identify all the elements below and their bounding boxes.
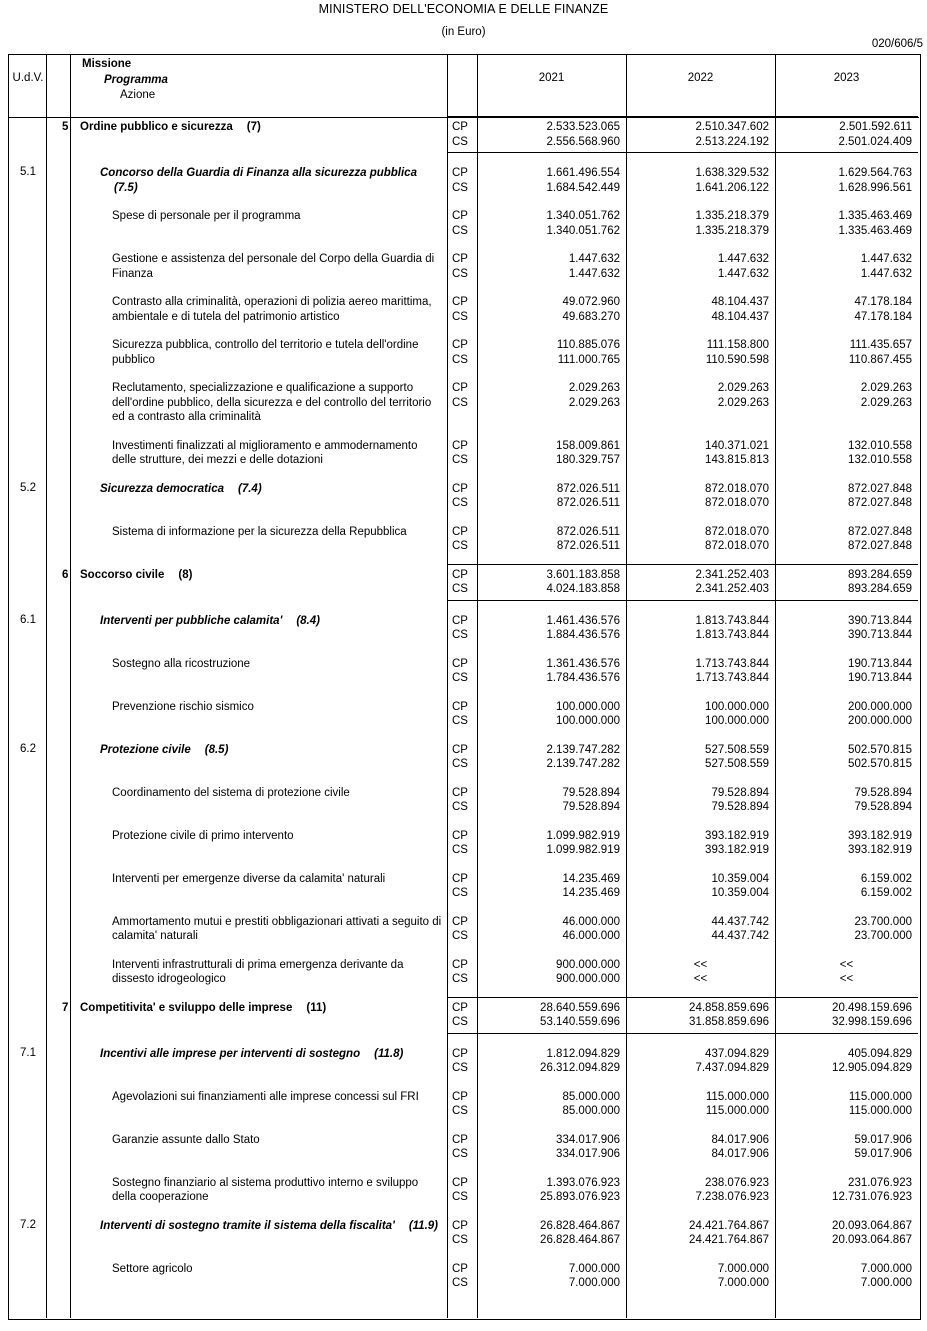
row-label: 6 Soccorso civile (8): [62, 568, 193, 581]
row-values-2023: 111.435.657 110.867.455: [848, 339, 912, 366]
row-cp-cs-labels: CP CS: [452, 568, 468, 595]
row-values-2023: 893.284.659 893.284.659: [848, 568, 912, 595]
mission-separator-rule: [447, 997, 918, 998]
page-title: MINISTERO DELL'ECONOMIA E DELLE FINANZE: [318, 2, 609, 16]
row-values-2023: 393.182.919 393.182.919: [848, 829, 912, 856]
row-values-2021: 1.361.436.576 1.784.436.576: [546, 657, 620, 684]
row-values-2022: 48.104.437 48.104.437: [711, 296, 769, 323]
row-values-2022: 1.447.632 1.447.632: [717, 253, 769, 280]
row-cp-cs-labels: CP CS: [452, 1090, 468, 1117]
row-label: Protezione civile di primo intervento: [112, 829, 294, 842]
row-values-2023: 47.178.184 47.178.184: [854, 296, 912, 323]
row-cp-cs-labels: CP CS: [452, 1176, 468, 1203]
row-udv-code: 6.2: [20, 742, 36, 755]
row-values-2022: 872.018.070 872.018.070: [705, 482, 769, 509]
row-cp-cs-labels: CP CS: [452, 482, 468, 509]
row-cp-cs-labels: CP CS: [452, 657, 468, 684]
row-values-2021: 1.340.051.762 1.340.051.762: [546, 210, 620, 237]
row-values-2023: 79.528.894 79.528.894: [854, 786, 912, 813]
row-values-2022: 2.341.252.403 2.341.252.403: [695, 568, 769, 595]
row-label: Sistema di informazione per la sicurezza della Repubblica: [112, 525, 407, 538]
row-cp-cs-labels: CP CS: [452, 958, 468, 985]
mission-separator-rule: [447, 600, 918, 601]
row-udv-code: 5.1: [20, 166, 36, 178]
row-values-2021: 2.139.747.282 2.139.747.282: [546, 743, 620, 770]
row-values-2021: 7.000.000 7.000.000: [568, 1262, 620, 1289]
row-code: (7): [246, 121, 261, 133]
column-header-udv: U.d.V.: [12, 72, 44, 84]
column-header-missione: Missione: [82, 58, 132, 70]
table-header-rule: [8, 117, 919, 118]
row-values-2021: 1.447.632 1.447.632: [568, 253, 620, 280]
row-values-2021: 1.661.496.554 1.684.542.449: [546, 167, 620, 194]
row-values-2021: 85.000.000 85.000.000: [562, 1090, 620, 1117]
row-cp-cs-labels: CP CS: [452, 253, 468, 280]
mission-separator-rule: [447, 1033, 918, 1034]
mission-separator-rule: [447, 116, 918, 117]
row-cp-cs-labels: CP CS: [452, 872, 468, 899]
row-values-2023: 231.076.923 12.731.076.923: [832, 1176, 912, 1203]
row-values-2023: 2.029.263 2.029.263: [860, 382, 912, 409]
row-values-2021: 334.017.906 334.017.906: [556, 1133, 620, 1160]
row-values-2022: 1.335.218.379 1.335.218.379: [695, 210, 769, 237]
row-cp-cs-labels: CP CS: [452, 1001, 468, 1028]
row-values-2022: 84.017.906 84.017.906: [711, 1133, 769, 1160]
row-cp-cs-labels: CP CS: [452, 1047, 468, 1074]
row-code: (8.4): [296, 614, 320, 627]
row-values-2022: 1.638.329.532 1.641.206.122: [695, 167, 769, 194]
row-label: Interventi per pubbliche calamita' (8.4): [100, 614, 320, 627]
row-number: 6: [62, 568, 69, 581]
column-header-year-2023: 2023: [833, 72, 860, 84]
column-header-year-2022: 2022: [687, 72, 714, 84]
column-header-hierarchy: [78, 57, 438, 104]
row-values-2021: 26.828.464.867 26.828.464.867: [540, 1219, 620, 1246]
row-values-2021: 14.235.469 14.235.469: [562, 872, 620, 899]
column-header-azione: Azione: [120, 89, 156, 101]
row-values-2021: 1.461.436.576 1.884.436.576: [546, 614, 620, 641]
row-label: Sostegno finanziario al sistema produttivo interno e sviluppo della cooperazione: [112, 1176, 419, 1203]
row-label: Protezione civile (8.5): [100, 743, 229, 756]
row-code: (7.4): [238, 482, 262, 495]
row-label: 5 Ordine pubblico e sicurezza (7): [62, 121, 261, 133]
row-values-2021: 1.393.076.923 25.893.076.923: [540, 1176, 620, 1203]
row-code: (8): [178, 568, 193, 581]
row-label: Prevenzione rischio sismico: [112, 700, 254, 713]
row-values-2023: 502.570.815 502.570.815: [848, 743, 912, 770]
row-label: Sostegno alla ricostruzione: [112, 657, 251, 670]
row-cp-cs-labels: CP CS: [452, 786, 468, 813]
row-values-2021: 1.099.982.919 1.099.982.919: [546, 829, 620, 856]
row-values-2022: 10.359.004 10.359.004: [711, 872, 769, 899]
row-values-2023: 6.159.002 6.159.002: [860, 872, 912, 899]
row-label: Agevolazioni sui finanziamenti alle imprese concessi sul FRI: [112, 1090, 419, 1103]
row-values-2023: 390.713.844 390.713.844: [848, 614, 912, 641]
row-label: Interventi infrastrutturali di prima emergenza derivante da dissesto idrogeologico: [112, 958, 404, 985]
row-values-2021: 79.528.894 79.528.894: [562, 786, 620, 813]
row-udv-code: 7.1: [20, 1046, 36, 1059]
row-values-2022: 111.158.800 110.590.598: [705, 339, 769, 366]
mission-separator-rule: [447, 152, 918, 153]
row-label: Interventi di sostegno tramite il sistema della fiscalita' (11.9): [100, 1219, 439, 1232]
row-values-2023: 23.700.000 23.700.000: [854, 915, 912, 942]
column-header-year-2021: 2021: [538, 72, 565, 84]
row-label: Garanzie assunte dallo Stato: [112, 1133, 260, 1146]
row-values-2023: 20.498.159.696 32.998.159.696: [832, 1001, 912, 1028]
row-values-2021: 110.885.076 111.000.765: [556, 339, 620, 366]
row-label: Sicurezza pubblica, controllo del territorio e tutela dell'ordine pubblico: [112, 339, 419, 366]
row-values-2022: 393.182.919 393.182.919: [705, 829, 769, 856]
row-values-2022: 79.528.894 79.528.894: [711, 786, 769, 813]
row-cp-cs-labels: CP CS: [452, 1262, 468, 1289]
row-label: Incentivi alle imprese per interventi di sostegno (11.8): [100, 1047, 404, 1060]
row-label: Concorso della Guardia di Finanza alla sicurezza pubblica(7.5): [100, 167, 417, 194]
row-values-2022: 24.421.764.867 24.421.764.867: [689, 1219, 769, 1246]
row-values-2022: 1.813.743.844 1.813.743.844: [695, 614, 769, 641]
row-values-2022: 872.018.070 872.018.070: [705, 525, 769, 552]
row-cp-cs-labels: CP CS: [452, 829, 468, 856]
row-values-2021: 100.000.000 100.000.000: [556, 700, 620, 727]
row-values-2022: 527.508.559 527.508.559: [705, 743, 769, 770]
table-vertical-rule: [447, 54, 448, 1318]
row-code: (11): [306, 1001, 327, 1014]
page-code: 020/606/5: [871, 38, 923, 50]
row-values-2023: 2.501.592.611 2.501.024.409: [838, 121, 912, 148]
row-cp-cs-labels: CP CS: [452, 915, 468, 942]
row-values-2023: 132.010.558 132.010.558: [848, 439, 912, 466]
row-label: 7 Competitivita' e sviluppo delle imprese (11): [62, 1001, 327, 1014]
row-udv-code: 6.1: [20, 613, 36, 626]
column-header-programma: Programma: [104, 73, 168, 86]
row-cp-cs-labels: CP CS: [452, 339, 468, 366]
row-cp-cs-labels: CP CS: [452, 1219, 468, 1246]
row-values-2022: 238.076.923 7.238.076.923: [695, 1176, 769, 1203]
row-values-2021: 2.533.523.065 2.556.568.960: [546, 121, 620, 148]
row-cp-cs-labels: CP CS: [452, 296, 468, 323]
row-values-2021: 900.000.000 900.000.000: [556, 958, 620, 985]
row-values-2023: 200.000.000 200.000.000: [848, 700, 912, 727]
row-values-2021: 28.640.559.696 53.140.559.696: [540, 1001, 620, 1028]
row-values-2023: 190.713.844 190.713.844: [848, 657, 912, 684]
row-values-2021: 1.812.094.829 26.312.094.829: [540, 1047, 620, 1074]
row-values-2022: 115.000.000 115.000.000: [705, 1090, 769, 1117]
row-code: (11.8): [374, 1047, 404, 1060]
row-values-2023: 20.093.064.867 20.093.064.867: [832, 1219, 912, 1246]
row-number: 7: [62, 1001, 69, 1014]
mission-separator-rule: [447, 564, 918, 565]
row-values-2021: 158.009.861 180.329.757: [556, 439, 620, 466]
row-label: Investimenti finalizzati al miglioramento e ammodernamento delle strutture, dei mezzi e delle dotazioni: [112, 439, 418, 466]
table-vertical-rule: [70, 54, 71, 1318]
row-values-2021: 3.601.183.858 4.024.183.858: [546, 568, 620, 595]
row-values-2022: 24.858.859.696 31.858.859.696: [689, 1001, 769, 1028]
row-label: Coordinamento del sistema di protezione civile: [112, 786, 350, 799]
row-cp-cs-labels: CP CS: [452, 121, 468, 148]
row-label: Reclutamento, specializzazione e qualificazione a supporto dell'ordine pubblico, della sicurezza e del controllo del territorio ed a contrasto alla criminalità: [112, 382, 432, 423]
row-cp-cs-labels: CP CS: [452, 525, 468, 552]
row-values-2023: 1.629.564.763 1.628.996.561: [838, 167, 912, 194]
row-cp-cs-labels: CP CS: [452, 1133, 468, 1160]
row-label: Sicurezza democratica (7.4): [100, 482, 262, 495]
row-code: (11.9): [408, 1219, 439, 1232]
row-values-2021: 2.029.263 2.029.263: [568, 382, 620, 409]
row-cp-cs-labels: CP CS: [452, 743, 468, 770]
row-values-2023: 7.000.000 7.000.000: [860, 1262, 912, 1289]
row-values-2022: 140.371.021 143.815.813: [705, 439, 769, 466]
row-values-2023: 405.094.829 12.905.094.829: [832, 1047, 912, 1074]
row-code: (7.5): [114, 181, 138, 194]
table-vertical-rule: [626, 54, 627, 1318]
row-values-2023: 59.017.906 59.017.906: [854, 1133, 912, 1160]
row-number: 5: [62, 121, 69, 133]
row-values-2022: 7.000.000 7.000.000: [717, 1262, 769, 1289]
row-label: Interventi per emergenze diverse da calamita' naturali: [112, 872, 386, 885]
table-vertical-rule: [477, 54, 478, 1318]
row-values-2021: 46.000.000 46.000.000: [562, 915, 620, 942]
row-udv-code: 5.2: [20, 481, 36, 494]
row-values-2022: 437.094.829 7.437.094.829: [695, 1047, 769, 1074]
row-label: Gestione e assistenza del personale del Corpo della Guardia di Finanza: [112, 253, 435, 280]
row-values-2022: 1.713.743.844 1.713.743.844: [695, 657, 769, 684]
row-cp-cs-labels: CP CS: [452, 439, 468, 466]
row-values-2021: 872.026.511 872.026.511: [556, 482, 620, 509]
row-label: Settore agricolo: [112, 1262, 193, 1275]
table-vertical-rule: [46, 54, 47, 1318]
row-values-2022: 44.437.742 44.437.742: [711, 915, 769, 942]
row-cp-cs-labels: CP CS: [452, 700, 468, 727]
row-values-2022: 2.510.347.602 2.513.224.192: [695, 121, 769, 148]
row-values-2022: 2.029.263 2.029.263: [717, 382, 769, 409]
row-values-2022: 100.000.000 100.000.000: [705, 700, 769, 727]
row-cp-cs-labels: CP CS: [452, 614, 468, 641]
row-label: Ammortamento mutui e prestiti obbligazionari attivati a seguito di calamita' naturali: [112, 915, 442, 942]
table-frame: [8, 54, 921, 1320]
row-values-2023: 872.027.848 872.027.848: [848, 525, 912, 552]
row-label: Contrasto alla criminalità, operazioni di polizia aereo marittima, ambientale e di tutela del patrimonio artistico: [112, 296, 432, 323]
row-values-2023: 115.000.000 115.000.000: [848, 1090, 912, 1117]
row-values-2023: << <<: [839, 958, 854, 985]
row-cp-cs-labels: CP CS: [452, 382, 468, 409]
row-values-2022: << <<: [693, 958, 708, 985]
row-cp-cs-labels: CP CS: [452, 167, 468, 194]
row-values-2021: 872.026.511 872.026.511: [556, 525, 620, 552]
row-values-2023: 872.027.848 872.027.848: [848, 482, 912, 509]
row-label: Spese di personale per il programma: [112, 210, 301, 222]
currency-note: (in Euro): [441, 26, 486, 38]
row-udv-code: 7.2: [20, 1218, 36, 1231]
row-values-2023: 1.447.632 1.447.632: [860, 253, 912, 280]
row-values-2023: 1.335.463.469 1.335.463.469: [838, 210, 912, 237]
row-cp-cs-labels: CP CS: [452, 210, 468, 237]
table-vertical-rule: [775, 54, 776, 1318]
row-values-2021: 49.072.960 49.683.270: [562, 296, 620, 323]
row-code: (8.5): [204, 743, 229, 756]
